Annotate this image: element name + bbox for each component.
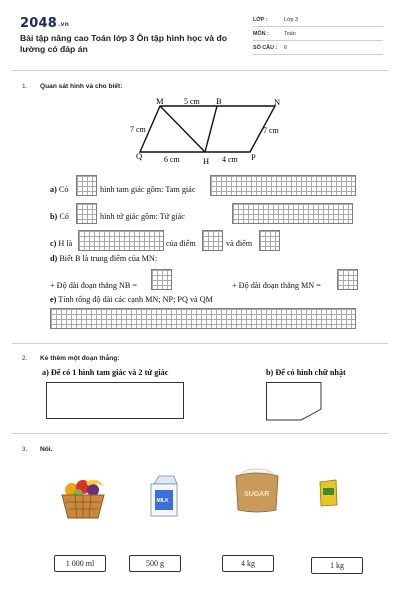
- question-title: Kẻ thêm một đoạn thẳng:: [40, 355, 120, 362]
- fruit-basket-image: [58, 470, 108, 522]
- question-number: 1.: [22, 83, 28, 90]
- milk-carton-image: [147, 474, 181, 518]
- snack-packet-image: [317, 479, 339, 507]
- line-b-prefix: b) Có: [50, 212, 69, 221]
- option-4kg[interactable]: 4 kg: [222, 555, 274, 572]
- option-500g[interactable]: 500 g: [129, 555, 181, 572]
- length-mb: 5 cm: [184, 97, 200, 106]
- line-e: e) Tính tổng độ dài các cạnh MN; NP; PQ và QM: [50, 295, 213, 304]
- answer-grid[interactable]: [78, 230, 164, 251]
- point-m: M: [156, 96, 164, 106]
- point-q: Q: [136, 151, 143, 161]
- line-c-prefix: c) H là: [50, 239, 73, 248]
- answer-grid[interactable]: [210, 175, 356, 196]
- sugar-bag-image: [230, 466, 284, 514]
- section-divider: [12, 433, 388, 434]
- segment-bh: [205, 106, 217, 152]
- option-1000ml[interactable]: 1 000 ml: [54, 555, 106, 572]
- task-b-text: b) Để có hình chữ nhật: [266, 368, 346, 377]
- line-b-text: hình tứ giác gồm: Tứ giác: [100, 212, 185, 221]
- length-np: 7 cm: [263, 126, 279, 135]
- site-logo[interactable]: [20, 16, 69, 31]
- line-c-end: và điểm: [226, 239, 253, 248]
- option-1kg[interactable]: 1 kg: [311, 557, 363, 574]
- drawing-shape-b[interactable]: [265, 381, 325, 423]
- length-mq: 7 cm: [130, 125, 146, 134]
- question-number: 2.: [22, 355, 28, 362]
- packet-stripe: [323, 488, 334, 495]
- answer-grid[interactable]: [76, 175, 97, 196]
- point-n: N: [274, 97, 281, 107]
- subject-label: MÔN :: [253, 31, 269, 37]
- class-value: Lớp 3: [284, 17, 299, 23]
- logo-suffix: .vn: [57, 21, 70, 28]
- point-h: H: [203, 156, 210, 166]
- meta-divider: [253, 40, 383, 41]
- subject-value: Toán: [284, 31, 296, 37]
- section-divider: [12, 70, 388, 71]
- drawing-box-a[interactable]: [46, 382, 184, 419]
- answer-grid[interactable]: [202, 230, 223, 251]
- point-p: P: [251, 152, 256, 162]
- answer-grid[interactable]: [337, 269, 358, 290]
- answer-grid[interactable]: [50, 308, 356, 329]
- question-title: Nối.: [40, 446, 53, 453]
- question-number: 3.: [22, 446, 28, 453]
- task-a-text: a) Để có 1 hình tam giác và 2 tứ giác: [42, 368, 169, 377]
- grape-shape: [87, 484, 99, 496]
- segment-mh: [160, 106, 205, 152]
- meta-divider: [253, 54, 383, 55]
- answer-grid[interactable]: [76, 203, 97, 224]
- line-a-prefix: a) Có: [50, 185, 69, 194]
- sugar-label: SUGAR: [244, 491, 270, 498]
- meta-divider: [253, 26, 383, 27]
- carton-top: [154, 476, 177, 484]
- question-title: Quan sát hình và cho biết:: [40, 83, 123, 90]
- class-label: LỚP :: [253, 17, 268, 23]
- geometry-figure: [120, 94, 300, 166]
- milk-label: MILK: [156, 498, 169, 504]
- wavy-rectangle: [267, 383, 322, 421]
- count-value: 6: [284, 45, 287, 51]
- count-label: SỐ CÂU :: [253, 45, 278, 51]
- answer-grid[interactable]: [232, 203, 353, 224]
- line-c-mid: của điểm: [166, 239, 196, 248]
- answer-grid[interactable]: [151, 269, 172, 290]
- point-b: B: [216, 96, 222, 106]
- section-divider: [12, 343, 388, 344]
- logo-text: 2048: [20, 16, 57, 31]
- length-hp: 4 cm: [222, 155, 238, 164]
- line-d: d) Biết B là trung điểm của MN:: [50, 254, 158, 263]
- answer-grid[interactable]: [259, 230, 280, 251]
- length-qh: 6 cm: [164, 155, 180, 164]
- page-title: Bài tập nâng cao Toán lớp 3 Ôn tập hình học và đo lường có đáp án: [20, 33, 227, 54]
- line-a-text: hình tam giác gồm: Tam giác: [100, 185, 196, 194]
- line-d2: + Độ dài đoạn thẳng MN =: [232, 281, 321, 290]
- line-d1: + Độ dài đoạn thẳng NB =: [50, 281, 138, 290]
